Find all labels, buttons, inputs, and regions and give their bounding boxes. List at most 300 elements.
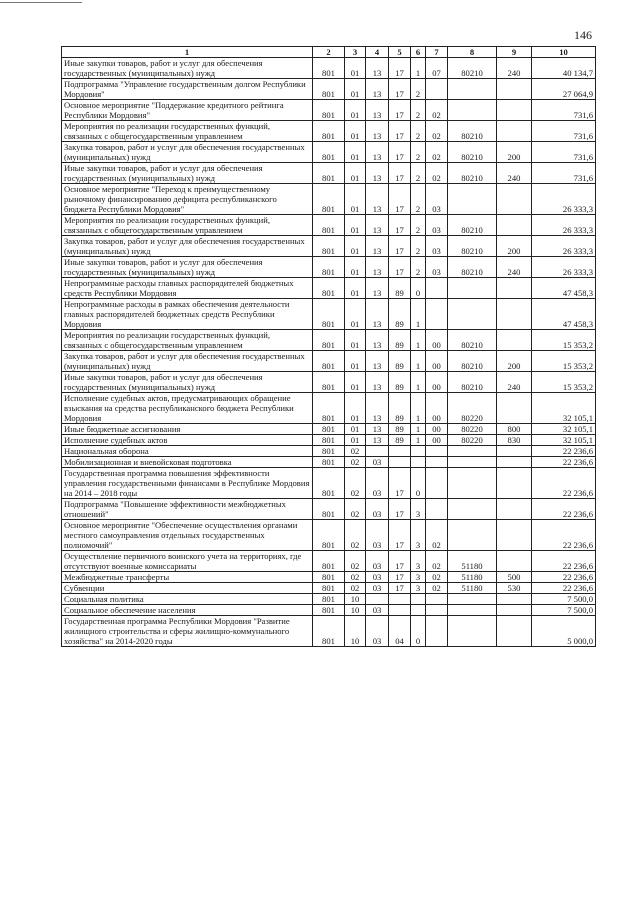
section-code: 801 <box>313 184 345 215</box>
event-code <box>411 457 426 468</box>
direction-code <box>448 457 497 468</box>
section-code: 801 <box>313 594 345 605</box>
amount: 27 064,9 <box>532 79 596 100</box>
subprogram-code: 89 <box>389 330 411 351</box>
table-row <box>62 372 596 393</box>
direction-code: 80210 <box>448 236 497 257</box>
subsection-code: 01 <box>345 299 366 330</box>
expense-type <box>497 184 532 215</box>
activity-code: 02 <box>426 583 448 594</box>
subsection-code: 10 <box>345 594 366 605</box>
header-cell: 2 <box>313 47 345 58</box>
direction-code: 80210 <box>448 163 497 184</box>
event-code: 1 <box>411 299 426 330</box>
activity-code: 03 <box>426 236 448 257</box>
table-row <box>62 457 596 468</box>
subsection-code: 01 <box>345 351 366 372</box>
row-name: Мобилизационная и вневойсковая подготовка <box>62 457 313 468</box>
subprogram-code: 89 <box>389 299 411 330</box>
event-code: 1 <box>411 330 426 351</box>
amount: 22 236,6 <box>532 583 596 594</box>
direction-code <box>448 446 497 457</box>
table-row <box>62 184 596 215</box>
program-code: 03 <box>366 572 389 583</box>
activity-code: 00 <box>426 424 448 435</box>
subprogram-code: 17 <box>389 572 411 583</box>
activity-code: 00 <box>426 435 448 446</box>
program-code: 13 <box>366 100 389 121</box>
amount: 731,6 <box>532 100 596 121</box>
expense-type: 200 <box>497 142 532 163</box>
section-code: 801 <box>313 257 345 278</box>
expense-type <box>497 551 532 572</box>
event-code: 2 <box>411 257 426 278</box>
activity-code <box>426 594 448 605</box>
subsection-code: 02 <box>345 551 366 572</box>
activity-code: 03 <box>426 215 448 236</box>
subprogram-code: 17 <box>389 121 411 142</box>
program-code: 13 <box>366 58 389 79</box>
direction-code: 80210 <box>448 58 497 79</box>
expense-type <box>497 299 532 330</box>
header-cell: 6 <box>411 47 426 58</box>
activity-code <box>426 499 448 520</box>
subsection-code: 02 <box>345 446 366 457</box>
direction-code: 51180 <box>448 583 497 594</box>
event-code: 2 <box>411 215 426 236</box>
event-code: 0 <box>411 468 426 499</box>
event-code: 2 <box>411 79 426 100</box>
section-code: 801 <box>313 121 345 142</box>
activity-code: 00 <box>426 393 448 424</box>
program-code: 03 <box>366 583 389 594</box>
event-code: 1 <box>411 424 426 435</box>
section-code: 801 <box>313 520 345 551</box>
direction-code <box>448 468 497 499</box>
program-code: 13 <box>366 257 389 278</box>
event-code: 1 <box>411 58 426 79</box>
header-cell: 8 <box>448 47 497 58</box>
amount: 47 458,3 <box>532 299 596 330</box>
table-row <box>62 551 596 572</box>
subsection-code: 01 <box>345 163 366 184</box>
program-code: 13 <box>366 424 389 435</box>
subprogram-code: 17 <box>389 184 411 215</box>
subprogram-code: 17 <box>389 499 411 520</box>
program-code: 13 <box>366 184 389 215</box>
table-row <box>62 435 596 446</box>
event-code: 2 <box>411 121 426 142</box>
subsection-code: 02 <box>345 468 366 499</box>
subsection-code: 01 <box>345 424 366 435</box>
program-code: 03 <box>366 520 389 551</box>
table-row <box>62 330 596 351</box>
direction-code: 80220 <box>448 393 497 424</box>
direction-code <box>448 499 497 520</box>
table-row <box>62 594 596 605</box>
row-name: Мероприятия по реализации государственных функций, связанных с общегосударственным управлением <box>62 215 313 236</box>
program-code: 03 <box>366 457 389 468</box>
expense-type: 200 <box>497 236 532 257</box>
direction-code: 51180 <box>448 572 497 583</box>
subprogram-code: 17 <box>389 142 411 163</box>
row-name: Иные закупки товаров, работ и услуг для обеспечения государственных (муниципальных) нужд <box>62 372 313 393</box>
program-code: 13 <box>366 121 389 142</box>
event-code: 3 <box>411 551 426 572</box>
program-code <box>366 594 389 605</box>
expense-type <box>497 393 532 424</box>
amount: 7 500,0 <box>532 594 596 605</box>
section-code: 801 <box>313 457 345 468</box>
activity-code: 02 <box>426 121 448 142</box>
row-name: Иные закупки товаров, работ и услуг для обеспечения государственных (муниципальных) нужд <box>62 163 313 184</box>
expense-type: 800 <box>497 424 532 435</box>
header-cell: 10 <box>532 47 596 58</box>
event-code <box>411 605 426 616</box>
direction-code <box>448 278 497 299</box>
table-row <box>62 163 596 184</box>
section-code: 801 <box>313 58 345 79</box>
row-name: Государственная программа Республики Мордовия "Развитие жилищного строительства и сферы жилищно-коммунального хозяйства" на 2014-2020 годы <box>62 616 313 647</box>
activity-code: 00 <box>426 372 448 393</box>
header-cell: 1 <box>62 47 313 58</box>
section-code: 801 <box>313 351 345 372</box>
table-row <box>62 468 596 499</box>
table-row <box>62 572 596 583</box>
expense-type <box>497 330 532 351</box>
amount: 5 000,0 <box>532 616 596 647</box>
direction-code: 80210 <box>448 330 497 351</box>
event-code: 3 <box>411 499 426 520</box>
subsection-code: 01 <box>345 215 366 236</box>
subsection-code: 10 <box>345 616 366 647</box>
program-code: 13 <box>366 79 389 100</box>
expense-type: 830 <box>497 435 532 446</box>
program-code: 03 <box>366 616 389 647</box>
section-code: 801 <box>313 605 345 616</box>
program-code: 03 <box>366 605 389 616</box>
table-row <box>62 446 596 457</box>
header-cell: 9 <box>497 47 532 58</box>
subprogram-code: 17 <box>389 551 411 572</box>
expense-type <box>497 594 532 605</box>
event-code: 3 <box>411 572 426 583</box>
row-name: Мероприятия по реализации государственных функций, связанных с общегосударственным управлением <box>62 330 313 351</box>
event-code: 2 <box>411 100 426 121</box>
section-code: 801 <box>313 215 345 236</box>
amount: 22 236,6 <box>532 457 596 468</box>
subsection-code: 01 <box>345 278 366 299</box>
section-code: 801 <box>313 435 345 446</box>
program-code: 13 <box>366 215 389 236</box>
amount: 32 105,1 <box>532 435 596 446</box>
expense-type <box>497 457 532 468</box>
activity-code: 03 <box>426 184 448 215</box>
subprogram-code <box>389 594 411 605</box>
subprogram-code: 17 <box>389 163 411 184</box>
amount: 22 236,6 <box>532 572 596 583</box>
amount: 22 236,6 <box>532 446 596 457</box>
row-name: Подпрограмма "Управление государственным долгом Республики Мордовия" <box>62 79 313 100</box>
activity-code: 03 <box>426 257 448 278</box>
table-row <box>62 616 596 647</box>
subsection-code: 01 <box>345 330 366 351</box>
amount: 731,6 <box>532 121 596 142</box>
expense-type <box>497 79 532 100</box>
row-name: Иные закупки товаров, работ и услуг для обеспечения государственных (муниципальных) нужд <box>62 257 313 278</box>
direction-code <box>448 605 497 616</box>
activity-code <box>426 457 448 468</box>
amount: 7 500,0 <box>532 605 596 616</box>
amount: 32 105,1 <box>532 393 596 424</box>
event-code: 2 <box>411 163 426 184</box>
subprogram-code: 89 <box>389 278 411 299</box>
subprogram-code: 89 <box>389 351 411 372</box>
event-code: 3 <box>411 520 426 551</box>
program-code: 03 <box>366 551 389 572</box>
section-code: 801 <box>313 583 345 594</box>
expense-type: 240 <box>497 257 532 278</box>
direction-code <box>448 594 497 605</box>
row-name: Подпрограмма "Повышение эффективности межбюджетных отношений" <box>62 499 313 520</box>
subsection-code: 02 <box>345 457 366 468</box>
table-row <box>62 583 596 594</box>
row-name: Социальное обеспечение населения <box>62 605 313 616</box>
subsection-code: 01 <box>345 236 366 257</box>
event-code: 1 <box>411 435 426 446</box>
row-name: Социальная политика <box>62 594 313 605</box>
direction-code <box>448 299 497 330</box>
subprogram-code <box>389 446 411 457</box>
section-code: 801 <box>313 499 345 520</box>
row-name: Основное мероприятие "Поддержание кредитного рейтинга Республики Мордовия" <box>62 100 313 121</box>
section-code: 801 <box>313 572 345 583</box>
amount: 40 134,7 <box>532 58 596 79</box>
row-name: Осуществление первичного воинского учета на территориях, где отсутствуют военные комиссариаты <box>62 551 313 572</box>
expense-type: 500 <box>497 572 532 583</box>
event-code: 2 <box>411 236 426 257</box>
program-code: 03 <box>366 468 389 499</box>
row-name: Национальная оборона <box>62 446 313 457</box>
subprogram-code: 17 <box>389 520 411 551</box>
section-code: 801 <box>313 424 345 435</box>
header-cell: 4 <box>366 47 389 58</box>
expense-type <box>497 100 532 121</box>
expense-type: 530 <box>497 583 532 594</box>
direction-code <box>448 79 497 100</box>
event-code: 3 <box>411 583 426 594</box>
subsection-code: 01 <box>345 184 366 215</box>
expense-type <box>497 499 532 520</box>
expense-type <box>497 278 532 299</box>
row-name: Непрограммные расходы в рамках обеспечения деятельности главных распорядителей бюджетных средств Республики Мордовия <box>62 299 313 330</box>
scan-edge-line <box>0 2 82 3</box>
header-row <box>62 47 596 58</box>
direction-code <box>448 184 497 215</box>
section-code: 801 <box>313 616 345 647</box>
activity-code: 02 <box>426 163 448 184</box>
section-code: 801 <box>313 468 345 499</box>
row-name: Закупка товаров, работ и услуг для обеспечения государственных (муниципальных) нужд <box>62 236 313 257</box>
event-code: 0 <box>411 278 426 299</box>
table-row <box>62 215 596 236</box>
header-cell: 3 <box>345 47 366 58</box>
program-code: 13 <box>366 299 389 330</box>
row-name: Исполнение судебных актов, предусматривающих обращение взыскания на средства республиканского бюджета Республики Мордовия <box>62 393 313 424</box>
section-code: 801 <box>313 446 345 457</box>
expense-type <box>497 468 532 499</box>
expense-type <box>497 446 532 457</box>
subprogram-code: 89 <box>389 393 411 424</box>
amount: 15 353,2 <box>532 330 596 351</box>
row-name: Закупка товаров, работ и услуг для обеспечения государственных (муниципальных) нужд <box>62 351 313 372</box>
table-row <box>62 236 596 257</box>
subprogram-code <box>389 457 411 468</box>
subsection-code: 02 <box>345 499 366 520</box>
subsection-code: 01 <box>345 58 366 79</box>
table-row <box>62 100 596 121</box>
subprogram-code: 04 <box>389 616 411 647</box>
row-name: Исполнение судебных актов <box>62 435 313 446</box>
table-row <box>62 424 596 435</box>
program-code <box>366 446 389 457</box>
section-code: 801 <box>313 142 345 163</box>
event-code: 1 <box>411 351 426 372</box>
subsection-code: 01 <box>345 121 366 142</box>
subsection-code: 01 <box>345 435 366 446</box>
subsection-code: 02 <box>345 572 366 583</box>
amount: 22 236,6 <box>532 520 596 551</box>
table-row <box>62 351 596 372</box>
row-name: Закупка товаров, работ и услуг для обеспечения государственных (муниципальных) нужд <box>62 142 313 163</box>
direction-code: 51180 <box>448 551 497 572</box>
section-code: 801 <box>313 163 345 184</box>
amount: 47 458,3 <box>532 278 596 299</box>
header-cell: 7 <box>426 47 448 58</box>
expense-type <box>497 616 532 647</box>
amount: 26 333,3 <box>532 184 596 215</box>
direction-code: 80210 <box>448 351 497 372</box>
event-code <box>411 594 426 605</box>
activity-code: 02 <box>426 520 448 551</box>
row-name: Мероприятия по реализации государственных функций, связанных с общегосударственным управлением <box>62 121 313 142</box>
subsection-code: 10 <box>345 605 366 616</box>
subsection-code: 01 <box>345 257 366 278</box>
subprogram-code <box>389 605 411 616</box>
row-name: Иные закупки товаров, работ и услуг для обеспечения государственных (муниципальных) нужд <box>62 58 313 79</box>
activity-code: 00 <box>426 330 448 351</box>
subprogram-code: 89 <box>389 372 411 393</box>
direction-code <box>448 520 497 551</box>
event-code: 2 <box>411 142 426 163</box>
activity-code <box>426 299 448 330</box>
subprogram-code: 17 <box>389 79 411 100</box>
amount: 26 333,3 <box>532 257 596 278</box>
table-row <box>62 278 596 299</box>
activity-code: 07 <box>426 58 448 79</box>
table-row <box>62 121 596 142</box>
program-code: 13 <box>366 236 389 257</box>
subsection-code: 01 <box>345 142 366 163</box>
subsection-code: 01 <box>345 79 366 100</box>
amount: 15 353,2 <box>532 351 596 372</box>
activity-code: 00 <box>426 351 448 372</box>
section-code: 801 <box>313 299 345 330</box>
subsection-code: 02 <box>345 583 366 594</box>
program-code: 03 <box>366 499 389 520</box>
table-row <box>62 393 596 424</box>
direction-code: 80220 <box>448 424 497 435</box>
event-code: 1 <box>411 393 426 424</box>
amount: 22 236,6 <box>532 499 596 520</box>
row-name: Непрограммные расходы главных распорядителей бюджетных средств Республики Мордовия <box>62 278 313 299</box>
amount: 15 353,2 <box>532 372 596 393</box>
row-name: Межбюджетные трансферты <box>62 572 313 583</box>
program-code: 13 <box>366 278 389 299</box>
subprogram-code: 17 <box>389 583 411 594</box>
program-code: 13 <box>366 351 389 372</box>
row-name: Основное мероприятие "Переход к преимущественному рыночному финансированию дефицита республиканского бюджета Республики Мордовия" <box>62 184 313 215</box>
direction-code: 80220 <box>448 435 497 446</box>
expense-type <box>497 215 532 236</box>
activity-code: 02 <box>426 100 448 121</box>
direction-code: 80210 <box>448 257 497 278</box>
program-code: 13 <box>366 163 389 184</box>
amount: 26 333,3 <box>532 215 596 236</box>
amount: 731,6 <box>532 163 596 184</box>
section-code: 801 <box>313 551 345 572</box>
direction-code <box>448 100 497 121</box>
row-name: Государственная программа повышения эффективности управления государственными финансами в Республике Мордовия на 2014 – 2018 годы <box>62 468 313 499</box>
event-code: 0 <box>411 616 426 647</box>
subprogram-code: 17 <box>389 100 411 121</box>
subprogram-code: 89 <box>389 424 411 435</box>
subsection-code: 01 <box>345 372 366 393</box>
section-code: 801 <box>313 393 345 424</box>
expense-type: 240 <box>497 58 532 79</box>
subprogram-code: 17 <box>389 58 411 79</box>
expense-type: 200 <box>497 351 532 372</box>
table-row <box>62 520 596 551</box>
section-code: 801 <box>313 100 345 121</box>
amount: 22 236,6 <box>532 468 596 499</box>
direction-code <box>448 616 497 647</box>
activity-code: 02 <box>426 572 448 583</box>
activity-code <box>426 446 448 457</box>
row-name: Основное мероприятие "Обеспечение осуществления органами местного самоуправления отдельных государственных полномочий" <box>62 520 313 551</box>
table-row <box>62 79 596 100</box>
subsection-code: 01 <box>345 393 366 424</box>
table-row <box>62 499 596 520</box>
activity-code <box>426 605 448 616</box>
expense-type <box>497 605 532 616</box>
budget-table <box>61 46 596 647</box>
activity-code <box>426 79 448 100</box>
activity-code <box>426 278 448 299</box>
table-row <box>62 58 596 79</box>
header-cell: 5 <box>389 47 411 58</box>
row-name: Субвенции <box>62 583 313 594</box>
subprogram-code: 17 <box>389 257 411 278</box>
activity-code <box>426 468 448 499</box>
table-row <box>62 257 596 278</box>
table-header <box>62 47 596 58</box>
row-name: Иные бюджетные ассигнования <box>62 424 313 435</box>
program-code: 13 <box>366 142 389 163</box>
program-code: 13 <box>366 372 389 393</box>
section-code: 801 <box>313 79 345 100</box>
expense-type <box>497 121 532 142</box>
